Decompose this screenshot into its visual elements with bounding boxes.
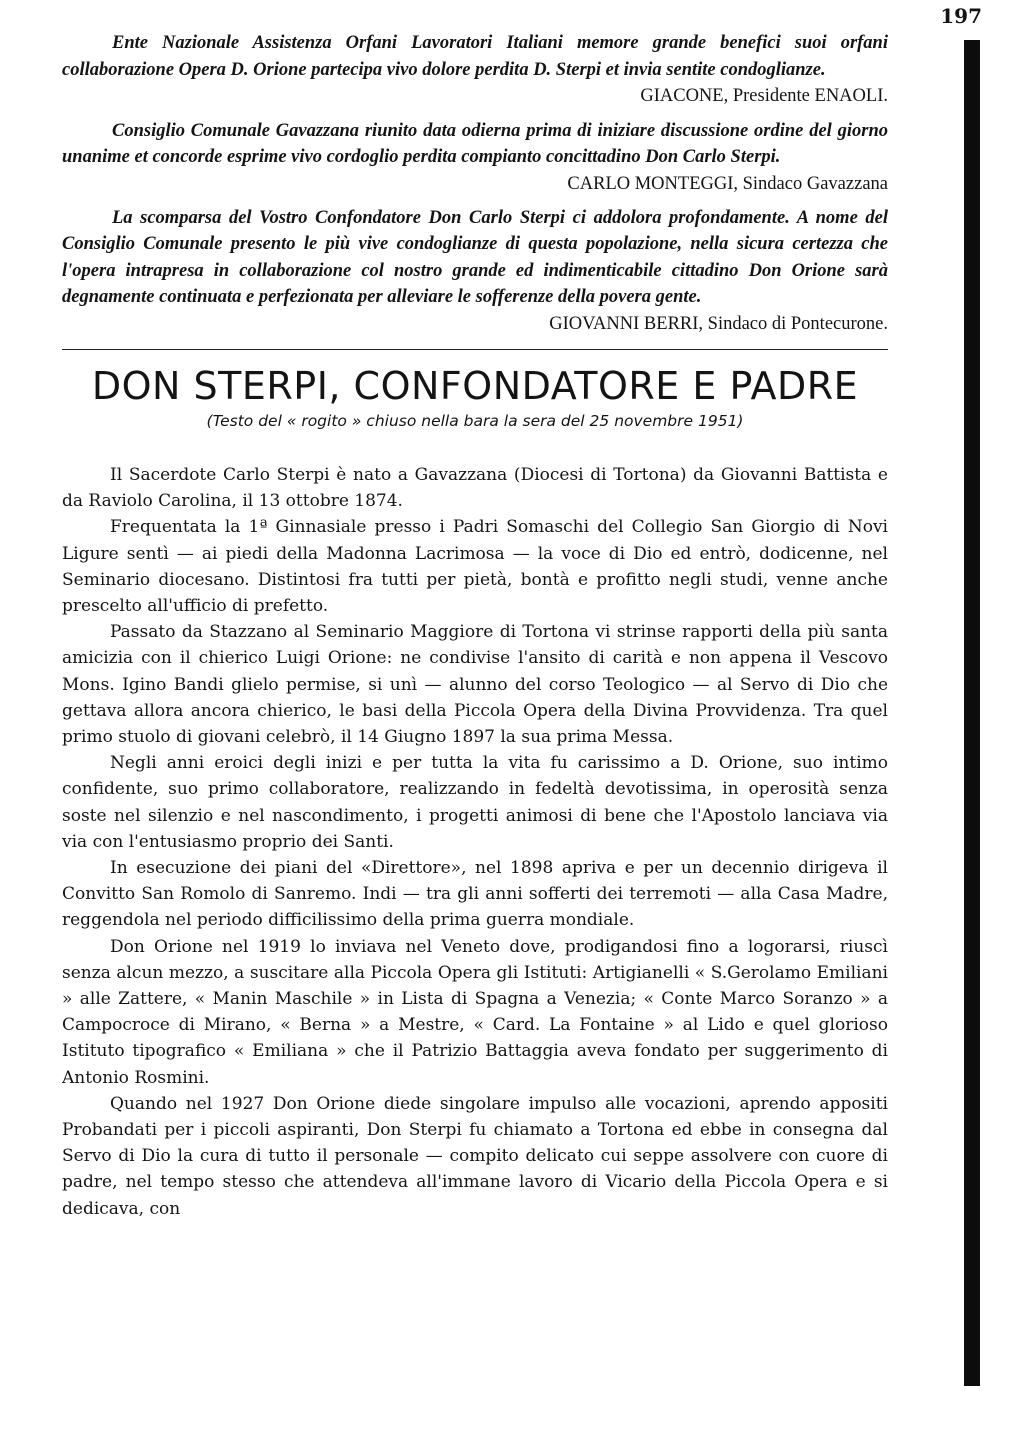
page-number: 197 (940, 4, 982, 28)
article-paragraph: Quando nel 1927 Don Orione diede singolare impulso alle vocazioni, aprendo appositi Probandati per i piccoli aspiranti, Don Sterpi fu chiamato a Tortona ed ebbe in consegna dal Servo di Dio la cura di tutto il personale — compito delicato cui seppe assolvere con cuore di padre, nel tempo stesso che attendeva all'immane lavoro di Vicario della Piccola Opera e si dedicava, con (62, 1093, 888, 1219)
telegram-text: Ente Nazionale Assistenza Orfani Lavoratori Italiani memore grande benefici suoi orfani collaborazione Opera D. Orione partecipa vivo dolore perdita D. Sterpi et invia sentite condoglianze. (62, 33, 888, 80)
section-divider (62, 349, 888, 350)
article-paragraph: Frequentata la 1ª Ginnasiale presso i Padri Somaschi del Collegio San Giorgio di Novi Ligure sentì — ai piedi della Madonna Lacrimosa — la voce di Dio ed entrò, dodicenne, nel Seminario diocesano. Distintosi fra tutti per pietà, bontà e profitto negli studi, venne anche prescelto all'ufficio di prefetto. (62, 517, 888, 617)
telegram-text: Consiglio Comunale Gavazzana riunito data odierna prima di iniziare discussione ordine del giorno unanime et concorde esprime vivo cordoglio perdita compianto concittadino Don Carlo Sterpi. (62, 120, 888, 167)
article-paragraph: Il Sacerdote Carlo Sterpi è nato a Gavazzana (Diocesi di Tortona) da Giovanni Battista e da Raviolo Carolina, il 13 ottobre 1874. (62, 465, 888, 512)
telegram-signature: GIOVANNI BERRI, Sindaco di Pontecurone. (549, 313, 888, 334)
article-paragraph: Passato da Stazzano al Seminario Maggiore di Tortona vi strinse rapporti della più santa amicizia con il chierico Luigi Orione: ne condivise l'ansito di carità e non appena il Vescovo Mons. Igino Bandi glielo permise, si unì — alunno del corso Teologico — al Servo di Dio che gettava allora ancora chierico, le basi della Piccola Opera della Divina Provvidenza. Tra quel primo stuolo di giovani celebrò, il 14 Giugno 1897 la sua prima Messa. (62, 622, 888, 748)
article-paragraph: Don Orione nel 1919 lo inviava nel Veneto dove, prodigandosi fino a logorarsi, riuscì senza alcun mezzo, a suscitare alla Piccola Opera gli Istituti: Artigianelli « S.Gerolamo Emiliani » alle Zattere, « Manin Maschile » in Lista di Spagna a Venezia; « Conte Marco Soranzo » a Campocroce di Mirano, « Berna » a Mestre, « Card. La Fontaine » al Lido e quel glorioso Istituto tipografico « Emiliana » che il Patrizio Battaggia aveva fondato per suggerimento di Antonio Rosmini. (62, 936, 888, 1088)
telegram-gavazzana (62, 118, 888, 171)
telegram-signature: GIACONE, Presidente ENAOLI. (640, 86, 888, 106)
article-paragraph: Negli anni eroici degli inizi e per tutta la vita fu carissimo a D. Orione, suo intimo confidente, suo primo collaboratore, realizzando in fedeltà devotissima, in operosità senza soste nel silenzio e nel nascondimento, i progetti animosi di bene che l'Apostolo lanciava via via con l'entusiasmo proprio dei Santi. (62, 753, 888, 852)
article-subtitle: (Testo del « rogito » chiuso nella bara la sera del 25 novembre 1951) (206, 412, 744, 430)
telegram-pontecurone (62, 205, 888, 338)
telegram-text: La scomparsa del Vostro Confondatore Don Carlo Sterpi ci addolora profondamente. A nome del Consiglio Comunale presento le più vive condoglianze di questa popolazione, nella sicura certezza che l'opera intrapresa in collaborazione col nostro grande ed indimenticabile cittadino Don Orione sarà degnamente continuata e perfezionata per alleviare le sofferenze della povera gente. (62, 207, 888, 307)
scan-edge-bar (964, 40, 980, 1386)
article-title: DON STERPI, CONFONDATORE E PADRE (91, 364, 859, 408)
telegram-enaoli (62, 30, 888, 110)
page-column (62, 30, 888, 1222)
telegram-signature: CARLO MONTEGGI, Sindaco Gavazzana (567, 173, 888, 194)
article-paragraph: In esecuzione dei piani del «Direttore», nel 1898 apriva e per un decennio dirigeva il Convitto San Romolo di Sanremo. Indi — tra gli anni sofferti dei terremoti — alla Casa Madre, reggendola nel periodo difficilissimo della prima guerra mondiale. (62, 858, 888, 931)
